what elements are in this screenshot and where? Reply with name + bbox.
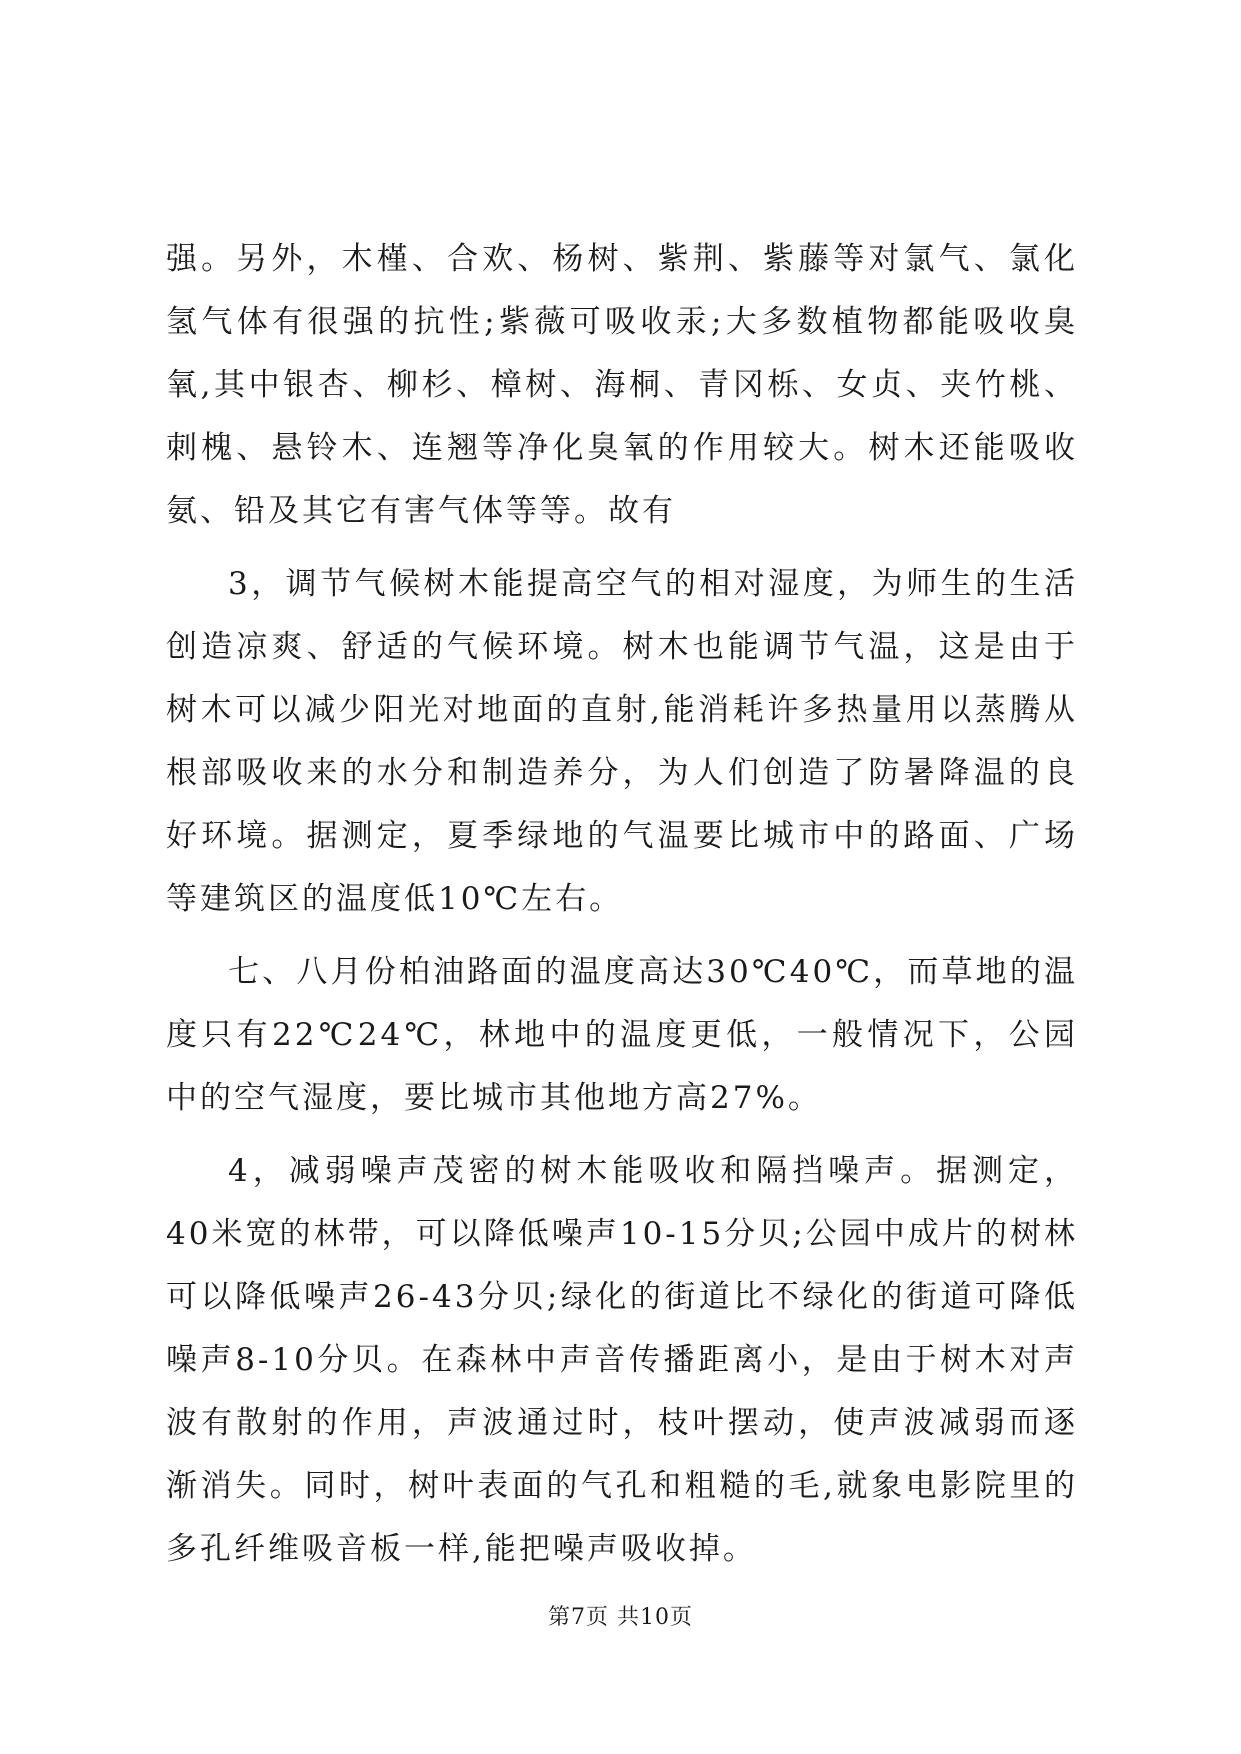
document-body <box>166 228 1078 1591</box>
page-number-footer: 第7页 共10页 <box>548 1605 693 1630</box>
paragraph-3: 七、八月份柏油路面的温度高达30℃40℃，而草地的温度只有22℃24℃，林地中的温度更低，一般情况下，公园中的空气湿度，要比城市其他地方高27%。 <box>166 954 1078 1116</box>
paragraph-1: 强。另外，木槿、合欢、杨树、紫荆、紫藤等对氯气、氯化氢气体有很强的抗性;紫薇可吸收汞;大多数植物都能吸收臭氧,其中银杏、柳杉、樟树、海桐、青冈栎、女贞、夹竹桃、刺槐、悬铃木、连翘等净化臭氧的作用较大。树木还能吸收氨、铅及其它有害气体等等。故有 <box>166 241 1078 529</box>
paragraph-4: 4，减弱噪声茂密的树木能吸收和隔挡噪声。据测定，40米宽的林带，可以降低噪声10-15分贝;公园中成片的树林可以降低噪声26-43分贝;绿化的街道比不绿化的街道可降低噪声8-10分贝。在森林中声音传播距离小，是由于树木对声波有散射的作用，声波通过时，枝叶摆动，使声波减弱而逐渐消失。同时，树叶表面的气孔和粗糙的毛,就象电影院里的多孔纤维吸音板一样,能把噪声吸收掉。 <box>166 1153 1078 1567</box>
paragraph-2: 3，调节气候树木能提高空气的相对湿度，为师生的生活创造凉爽、舒适的气候环境。树木也能调节气温，这是由于树木可以减少阳光对地面的直射,能消耗许多热量用以蒸腾从根部吸收来的水分和制造养分，为人们创造了防暑降温的良好环境。据测定，夏季绿地的气温要比城市中的路面、广场等建筑区的温度低10℃左右。 <box>166 566 1078 917</box>
